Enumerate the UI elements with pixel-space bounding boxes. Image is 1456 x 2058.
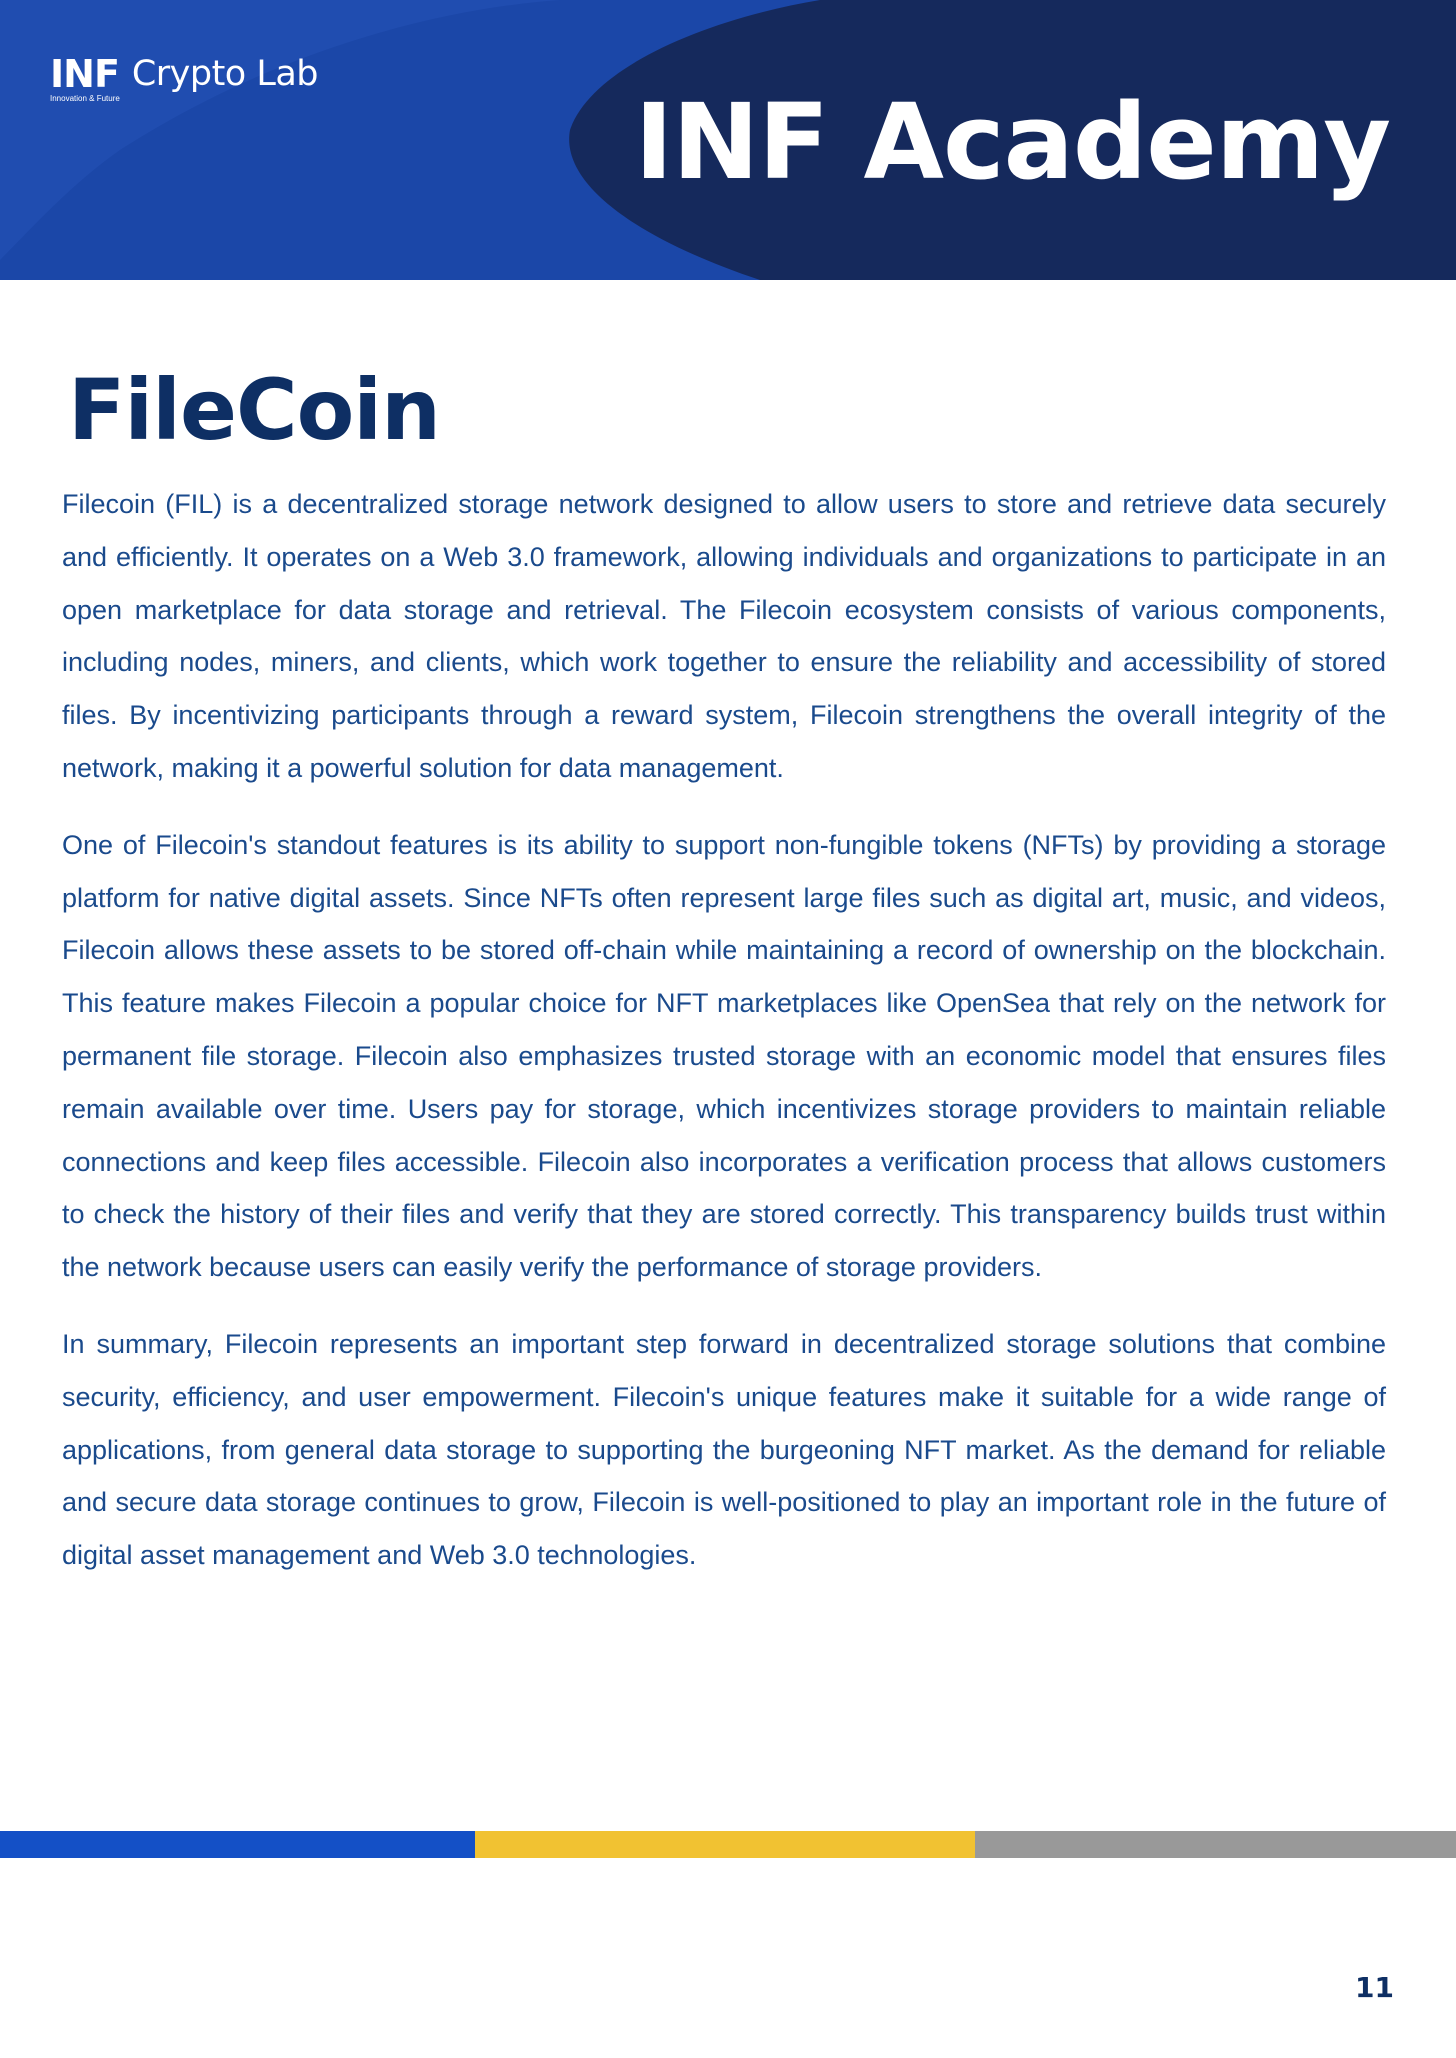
footer-color-stripe bbox=[0, 1831, 1456, 1858]
paragraph: One of Filecoin's standout features is its ability to support non-fungible tokens (NFTs) by providing a storage platform for native digital assets. Since NFTs often represent large files such as digital art, music, and videos, Filecoin allows these assets to be stored off-chain while maintaining a record of ownership on the blockchain. This feature makes Filecoin a popular choice for NFT marketplaces like OpenSea that rely on the network for permanent file storage. Filecoin also emphasizes trusted storage with an economic model that ensures files remain available over time. Users pay for storage, which incentivizes storage providers to maintain reliable connections and keep files accessible. Filecoin also incorporates a verification process that allows customers to check the history of their files and verify that they are stored correctly. This transparency builds trust within the network because users can easily verify the performance of storage providers. bbox=[62, 829, 1386, 1283]
page-number: 11 bbox=[1355, 1971, 1394, 2004]
logo-mark-text: INF bbox=[50, 52, 119, 96]
stripe-gray-segment bbox=[975, 1831, 1456, 1858]
brand-logo bbox=[50, 52, 319, 104]
stripe-yellow-segment bbox=[475, 1831, 975, 1858]
logo-text: Crypto Lab bbox=[131, 54, 319, 94]
stripe-blue-segment bbox=[0, 1831, 475, 1858]
page-title: FileCoin bbox=[68, 361, 440, 459]
logo-mark bbox=[50, 52, 120, 104]
paragraph: Filecoin (FIL) is a decentralized storage network designed to allow users to store and retrieve data securely and efficiently. It operates on a Web 3.0 framework, allowing individuals and organizations to participate in an open marketplace for data storage and retrieval. The Filecoin ecosystem consists of various components, including nodes, miners, and clients, which work together to ensure the reliability and accessibility of stored files. By incentivizing participants through a reward system, Filecoin strengthens the overall integrity of the network, making it a powerful solution for data management. bbox=[62, 489, 1386, 783]
header-banner bbox=[0, 0, 1456, 280]
header-title: INF Academy bbox=[634, 81, 1390, 203]
paragraph: In summary, Filecoin represents an important step forward in decentralized storage solutions that combine security, efficiency, and user empowerment. Filecoin's unique features make it suitable for a wide range of applications, from general data storage to supporting the burgeoning NFT market. As the demand for reliable and secure data storage continues to grow, Filecoin is well-positioned to play an important role in the future of digital asset management and Web 3.0 technologies. bbox=[62, 1328, 1386, 1571]
article-body bbox=[62, 478, 1386, 1606]
logo-tagline: Innovation & Future bbox=[50, 94, 120, 103]
